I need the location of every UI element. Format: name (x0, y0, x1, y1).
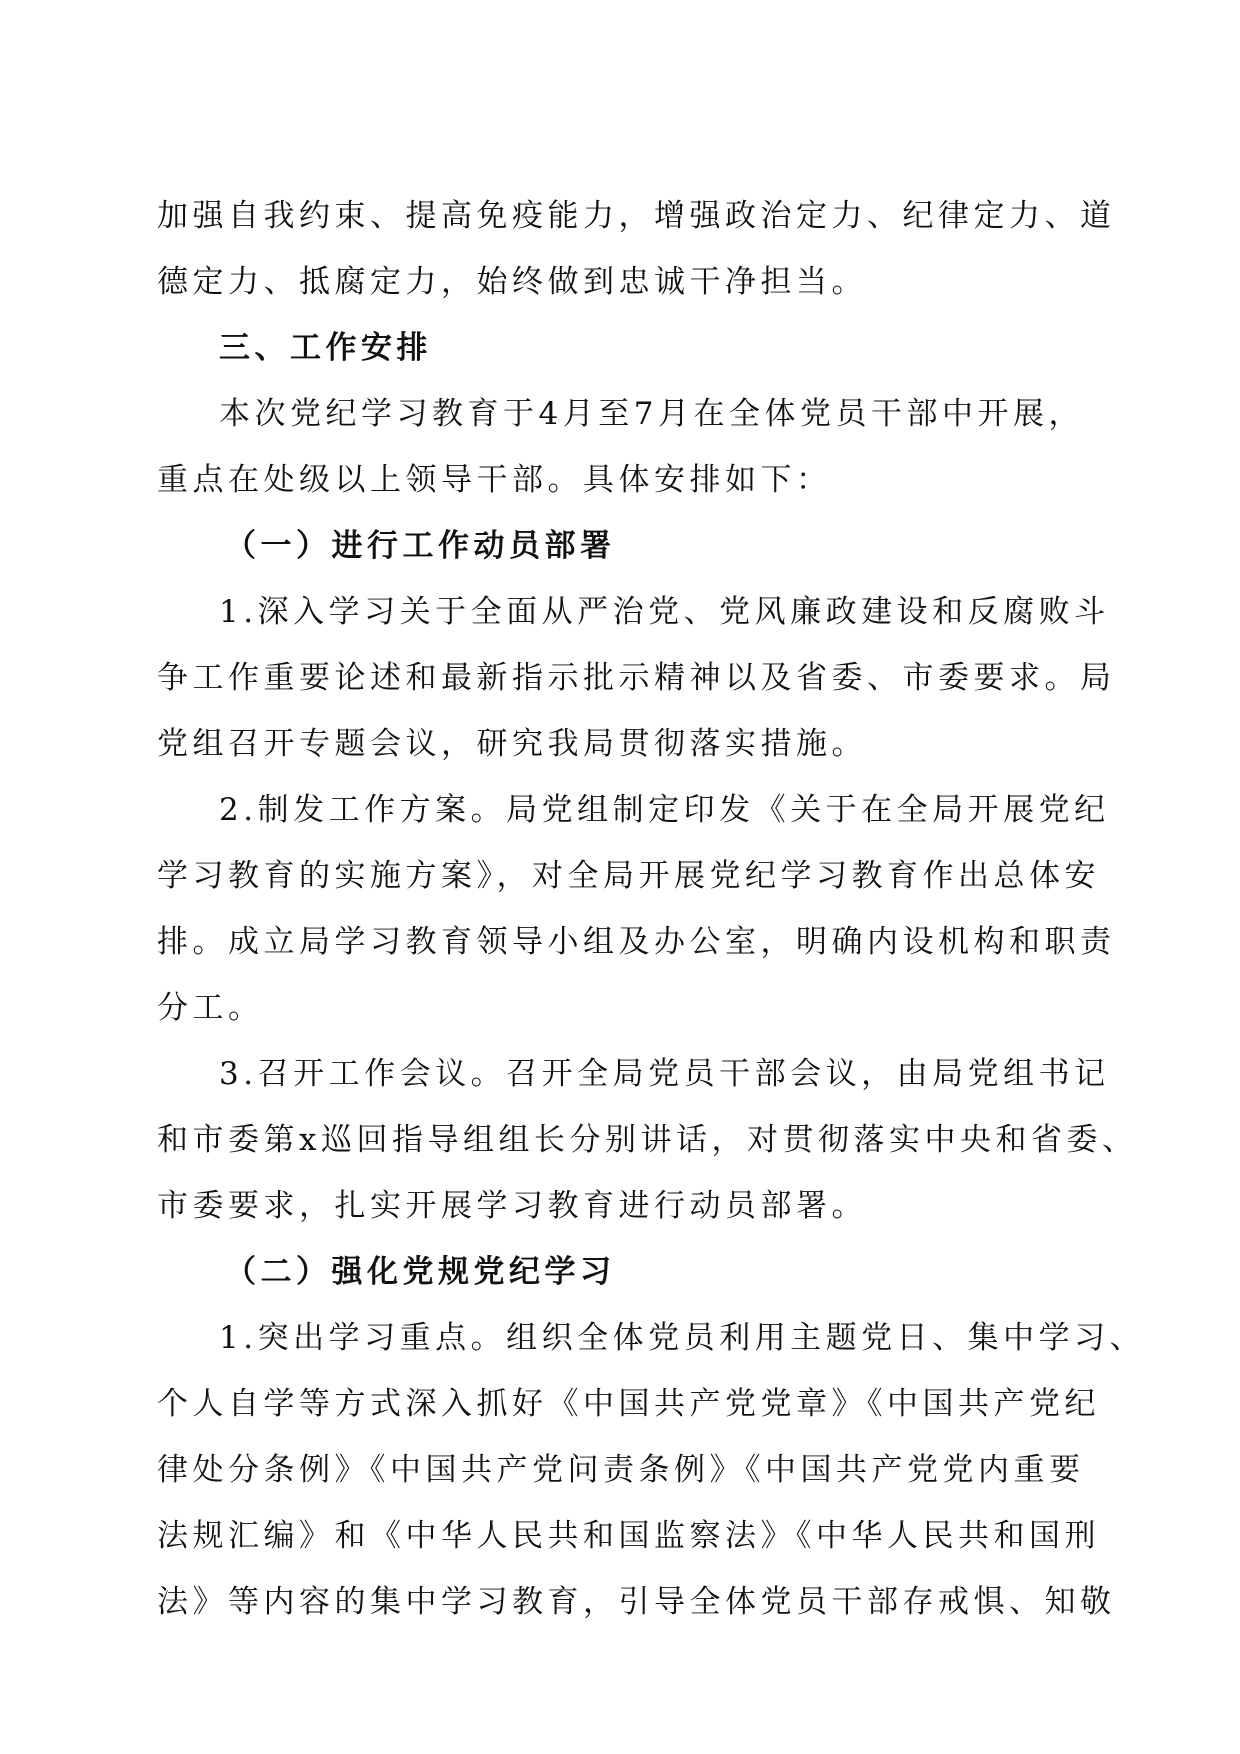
subsection-heading: （二）强化党规党纪学习 (225, 1254, 616, 1290)
paragraph-line: 律处分条例》《中国共产党问责条例》《中国共产党党内重要 (157, 1452, 1085, 1488)
paragraph-line: 学习教育的实施方案》，对全局开展党纪学习教育作出总体安 (157, 858, 1100, 894)
paragraph-line: 法规汇编》和《中华人民共和国监察法》《中华人民共和国刑 (157, 1518, 1100, 1554)
paragraph-line: 个人自学等方式深入抓好《中国共产党党章》《中国共产党纪 (157, 1386, 1100, 1422)
paragraph-line: 2.制发工作方案。局党组制定印发《关于在全局开展党纪 (219, 792, 1110, 828)
paragraph-line: 1.突出学习重点。组织全体党员利用主题党日、集中学习、 (219, 1320, 1146, 1356)
paragraph-line: 本次党纪学习教育于4月至7月在全体党员干部中开展， (219, 396, 1084, 432)
section-heading: 三、工作安排 (219, 330, 432, 366)
paragraph-line: 和市委第x巡回指导组组长分别讲话，对贯彻落实中央和省委、 (157, 1122, 1138, 1158)
paragraph-line: 1.深入学习关于全面从严治党、党风廉政建设和反腐败斗 (219, 594, 1110, 630)
subsection-heading: （一）进行工作动员部署 (225, 528, 616, 564)
paragraph-line: 重点在处级以上领导干部。具体安排如下： (157, 462, 832, 498)
paragraph-line: 3.召开工作会议。召开全局党员干部会议，由局党组书记 (219, 1056, 1110, 1092)
paragraph-line: 争工作重要论述和最新指示批示精神以及省委、市委要求。局 (157, 660, 1116, 696)
paragraph-line: 市委要求，扎实开展学习教育进行动员部署。 (157, 1188, 867, 1224)
paragraph-line: 法》等内容的集中学习教育，引导全体党员干部存戒惧、知敬 (157, 1584, 1116, 1620)
paragraph-line: 分工。 (157, 990, 264, 1026)
paragraph-line: 加强自我约束、提高免疫能力，增强政治定力、纪律定力、道 (157, 198, 1116, 234)
paragraph-line: 排。成立局学习教育领导小组及办公室，明确内设机构和职责 (157, 924, 1116, 960)
paragraph-line: 党组召开专题会议，研究我局贯彻落实措施。 (157, 726, 867, 762)
paragraph-line: 德定力、抵腐定力，始终做到忠诚干净担当。 (157, 264, 867, 300)
